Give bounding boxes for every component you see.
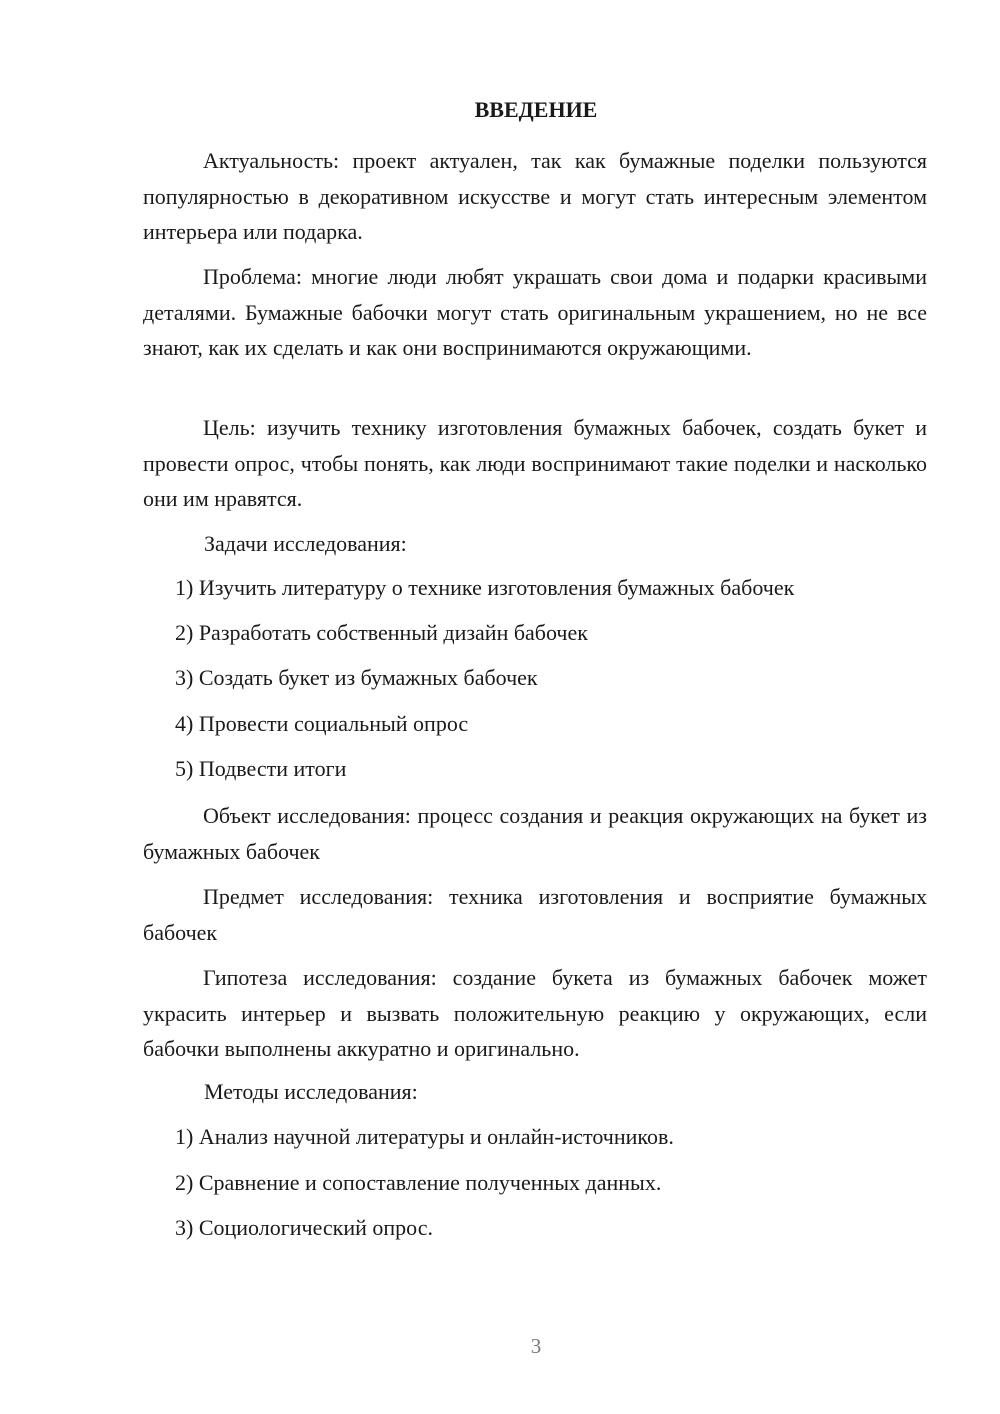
method-item: 2) Сравнение и сопоставление полученных данных. bbox=[175, 1170, 662, 1195]
method-item: 1) Анализ научной литературы и онлайн-источников. bbox=[175, 1124, 674, 1149]
tasks-heading: Задачи исследования: bbox=[204, 531, 407, 556]
goal-paragraph: Цель: изучить технику изготовления бумажных бабочек, создать букет и провести опрос, чтобы понять, как люди воспринимают такие поделки и насколько они им нравятся. bbox=[143, 415, 927, 511]
methods-heading: Методы исследования: bbox=[204, 1079, 418, 1104]
page-title: ВВЕДЕНИЕ bbox=[474, 97, 598, 122]
subject-paragraph: Предмет исследования: техника изготовления и восприятие бумажных бабочек bbox=[143, 884, 927, 945]
problem-paragraph: Проблема: многие люди любят украшать свои дома и подарки красивыми деталями. Бумажные бабочки могут стать оригинальным украшением, но не все знают, как их сделать и как они воспринимаются окружающими. bbox=[143, 264, 927, 360]
task-item: 4) Провести социальный опрос bbox=[175, 711, 469, 736]
page-number: 3 bbox=[530, 1334, 542, 1358]
hypothesis-paragraph: Гипотеза исследования: создание букета из бумажных бабочек может украсить интерьер и вызвать положительную реакцию у окружающих, если бабочки выполнены аккуратно и оригинально. bbox=[143, 965, 927, 1061]
method-item: 3) Социологический опрос. bbox=[175, 1215, 433, 1240]
relevance-paragraph: Актуальность: проект актуален, так как бумажные поделки пользуются популярностью в декоративном искусстве и могут стать интересным элементом интерьера или подарка. bbox=[143, 148, 927, 244]
task-item: 2) Разработать собственный дизайн бабочек bbox=[175, 620, 588, 645]
task-item: 5) Подвести итоги bbox=[175, 756, 347, 781]
object-paragraph: Объект исследования: процесс создания и реакция окружающих на букет из бумажных бабочек bbox=[143, 803, 927, 864]
task-item: 1) Изучить литературу о технике изготовления бумажных бабочек bbox=[175, 575, 795, 600]
task-item: 3) Создать букет из бумажных бабочек bbox=[175, 665, 538, 690]
